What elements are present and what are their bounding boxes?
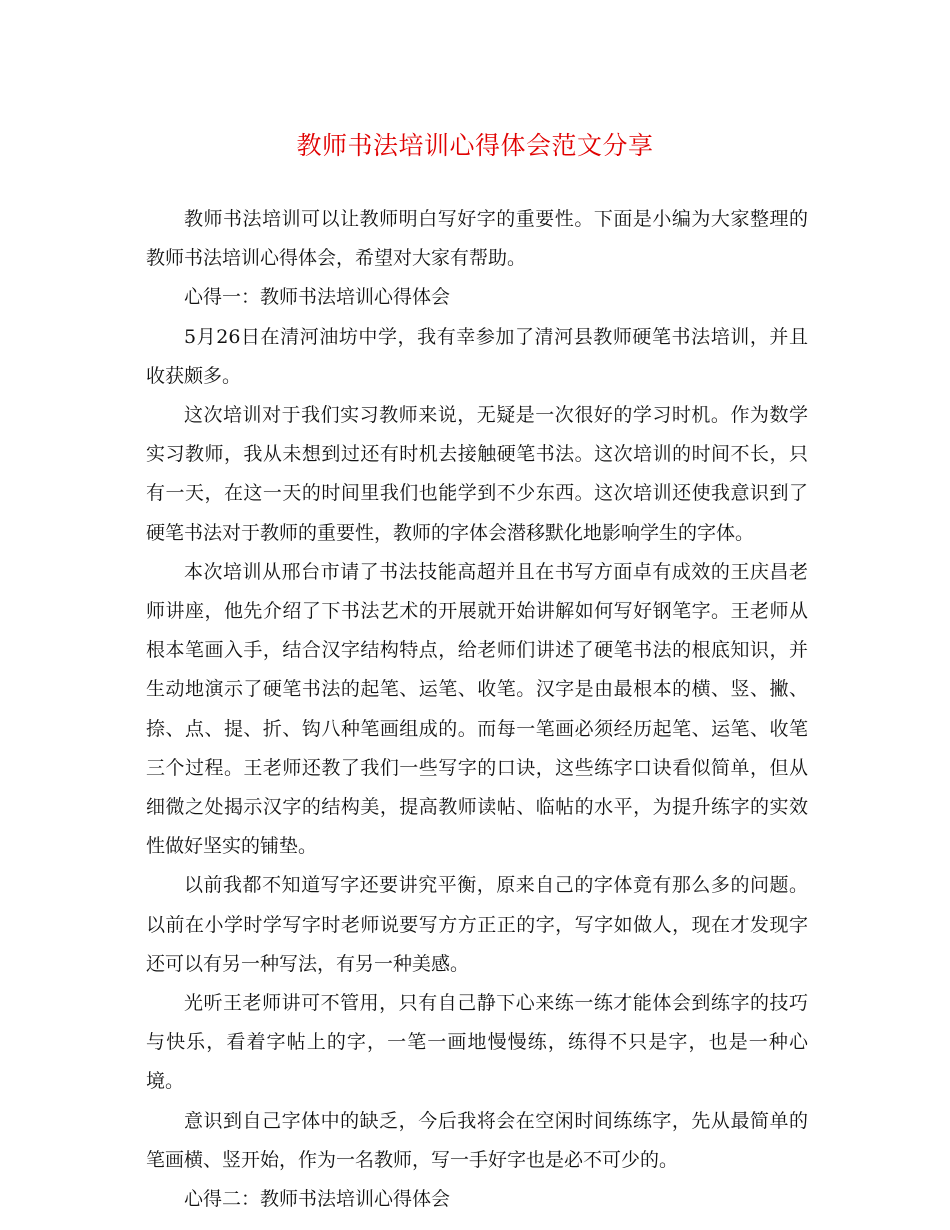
- paragraph: 5月26日在清河油坊中学，我有幸参加了清河县教师硬笔书法培训，并且收获颇多。: [146, 325, 808, 387]
- section-heading-2: 心得二：教师书法培训心得体会: [184, 1188, 451, 1211]
- document-title: 教师书法培训心得体会范文分享: [296, 131, 654, 160]
- paragraph: 光听王老师讲可不管用，只有自己静下心来练一练才能体会到练字的技巧与快乐，看着字帖上的字，一笔一画地慢慢练，练得不只是字，也是一种心境。: [146, 992, 808, 1093]
- paragraph: 本次培训从邢台市请了书法技能高超并且在书写方面卓有成效的王庆昌老师讲座，他先介绍了下书法艺术的开展就开始讲解如何写好钢笔字。王老师从根本笔画入手，结合汉字结构特点，给老师们讲述了硬笔书法的根底知识，并生动地演示了硬笔书法的起笔、运笔、收笔。汉字是由最根本的横、竖、撇、捺、点、提、折、钩八种笔画组成的。而每一笔画必须经历起笔、运笔、收笔三个过程。王老师还教了我们一些写字的口诀，这些练字口诀看似简单，但从细微之处揭示汉字的结构美，提高教师读帖、临帖的水平，为提升练字的实效性做好坚实的铺垫。: [146, 560, 808, 858]
- document-body: [146, 200, 808, 1219]
- paragraph: 以前我都不知道写字还要讲究平衡，原来自己的字体竟有那么多的问题。以前在小学时学写字时老师说要写方方正正的字，写字如做人，现在才发现字还可以有另一种写法，有另一种美感。: [146, 874, 808, 975]
- paragraph: 意识到自己字体中的缺乏，今后我将会在空闲时间练练字，先从最简单的笔画横、竖开始，作为一名教师，写一手好字也是必不可少的。: [146, 1109, 808, 1171]
- paragraph: 这次培训对于我们实习教师来说，无疑是一次很好的学习时机。作为数学实习教师，我从未想到过还有时机去接触硬笔书法。这次培训的时间不长，只有一天，在这一天的时间里我们也能学到不少东西。这次培训还使我意识到了硬笔书法对于教师的重要性，教师的字体会潜移默化地影响学生的字体。: [146, 404, 808, 544]
- section-heading-1: 心得一：教师书法培训心得体会: [184, 286, 451, 309]
- paragraph-intro: 教师书法培训可以让教师明白写好字的重要性。下面是小编为大家整理的教师书法培训心得体会，希望对大家有帮助。: [146, 208, 808, 270]
